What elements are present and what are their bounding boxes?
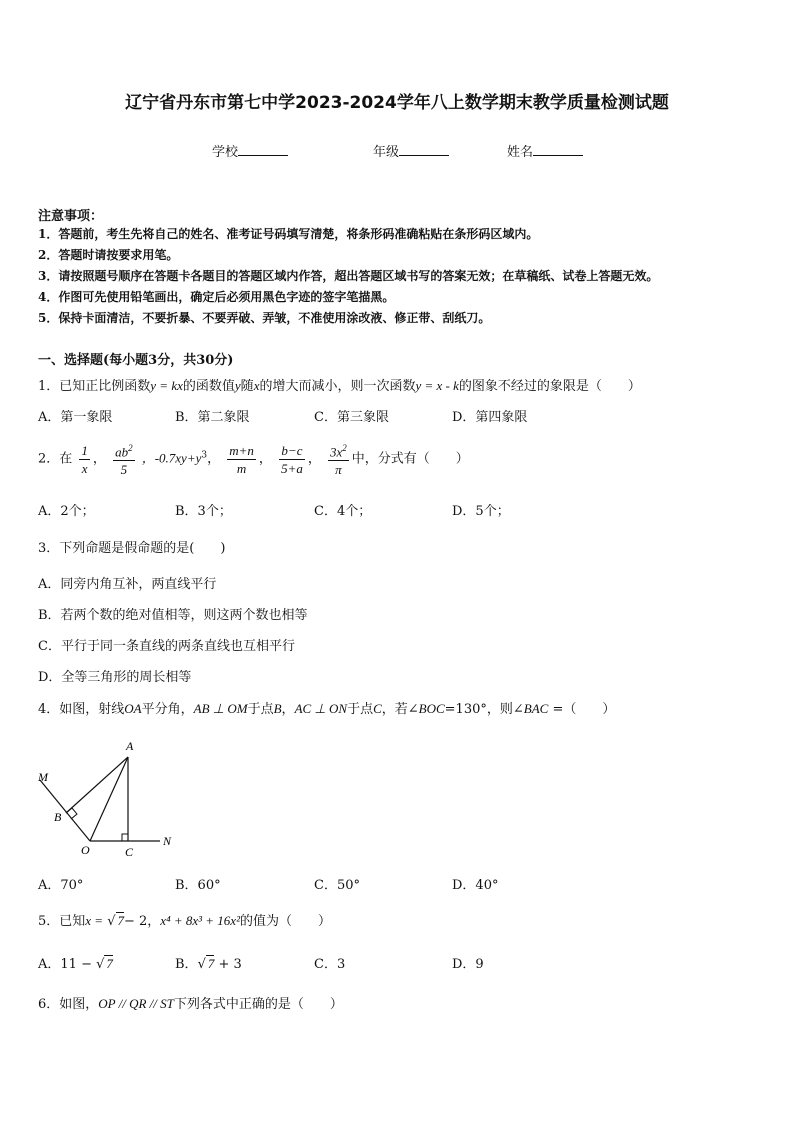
fraction-3: $\frac{m+n}{m}$: [229, 442, 254, 476]
page-title: 辽宁省丹东市第七中学2023-2024学年八上数学期末教学质量检测试题: [125, 93, 669, 113]
question-5-option-a: A．11 − √ 7: [38, 956, 113, 972]
question-5-option-d: D．9: [452, 957, 484, 972]
name-field: 姓名: [507, 141, 583, 160]
question-5-option-b: B．√ 7 + 3: [175, 956, 242, 972]
question-3-option-b: B．若两个数的绝对值相等，则这两个数也相等: [38, 608, 308, 623]
right-angle-c: [122, 834, 128, 841]
question-1-option-c: C．第三象限: [314, 410, 389, 425]
section-heading: 一、选择题(每小题3分，共30分): [38, 353, 234, 368]
fraction-2: $\frac{ab^2}{5}$: [113, 440, 135, 478]
question-4-option-d: D．40°: [452, 878, 499, 893]
question-1-option-d: D．第四象限: [452, 410, 528, 425]
fraction-5: $\frac{3x^2}{\pi}$: [328, 440, 349, 478]
question-2-option-a: A．2个；: [38, 504, 95, 519]
school-field: 学校: [212, 141, 288, 160]
label-o: O: [81, 843, 90, 857]
label-n: N: [163, 834, 172, 848]
question-3-option-a: A．同旁内角互补，两直线平行: [38, 577, 217, 592]
notice-item: 2．答题时请按要求用笔。: [38, 248, 179, 262]
ray-oa: [90, 757, 128, 841]
notice-item: 3．请按照题号顺序在答题卡各题目的答题区域内作答，超出答题区域书写的答案无效；在草稿纸、试卷上答题无效。: [38, 269, 659, 283]
notice-item: 5．保持卡面清洁，不要折暴、不要弄破、弄皱，不准使用涂改液、修正带、刮纸刀。: [38, 311, 491, 325]
question-4-option-b: B．60°: [175, 878, 221, 893]
notice-heading: 注意事项：: [38, 209, 104, 224]
question-5-stem: 5．已知x = √ 7− 2，x⁴ + 8x³ + 16x²的值为（ ）: [38, 913, 331, 929]
question-1-option-a: A．第一象限: [38, 410, 113, 425]
question-2-stem: 2．在 $\frac{1}{x}$ ， $\frac{ab^2}{5}$ ，$-0.7xy+y^3$， $\frac{m+n}{m}$ ， $\frac{b-c}{5+a}$ ， $\frac{3x^2}{\pi}$ 中，分式有（ ）: [38, 440, 469, 478]
question-3-option-c: C．平行于同一条直线的两条直线也互相平行: [38, 639, 295, 654]
question-1-stem: 1．已知正比例函数y = kx的函数值y随x的增大而减小，则一次函数y = x - k的图象不经过的象限是（ ）: [38, 378, 641, 394]
grade-field: 年级: [373, 141, 449, 160]
fraction-4: $\frac{b-c}{5+a}$: [281, 442, 303, 476]
question-4-option-c: C．50°: [314, 878, 360, 893]
question-6-stem: 6．如图，OP // QR // ST下列各式中正确的是（ ）: [38, 996, 343, 1012]
question-3-stem: 3．下列命题是假命题的是( ): [38, 541, 226, 556]
label-b: B: [54, 810, 62, 824]
question-2-option-b: B．3个；: [175, 504, 232, 519]
segment-ab: [66, 757, 128, 813]
label-m: M: [38, 770, 48, 784]
question-5-option-c: C．3: [314, 957, 346, 972]
question-4-stem: 4．如图，射线OA平分角，AB ⊥ OM于点B，AC ⊥ ON于点C，若∠BOC=130°，则∠BAC =（ ）: [38, 701, 616, 717]
question-3-option-d: D．全等三角形的周长相等: [38, 670, 192, 685]
question-1-option-b: B．第二象限: [175, 410, 250, 425]
question-4-option-a: A．70°: [38, 878, 84, 893]
notice-item: 4．作图可先使用铅笔画出，确定后必须用黑色字迹的签字笔描黑。: [38, 290, 395, 304]
notice-item: 1．答题前，考生先将自己的姓名、准考证号码填写清楚，将条形码准确粘贴在条形码区域内。: [38, 227, 539, 241]
fraction-1: $\frac{1}{x}$: [81, 442, 88, 476]
question-2-option-d: D．5个；: [452, 504, 510, 519]
label-a: A: [126, 739, 134, 753]
ray-om: [40, 780, 90, 841]
geometry-figure-q4: [30, 735, 190, 860]
question-2-option-c: C．4个；: [314, 504, 372, 519]
label-c: C: [125, 845, 134, 859]
